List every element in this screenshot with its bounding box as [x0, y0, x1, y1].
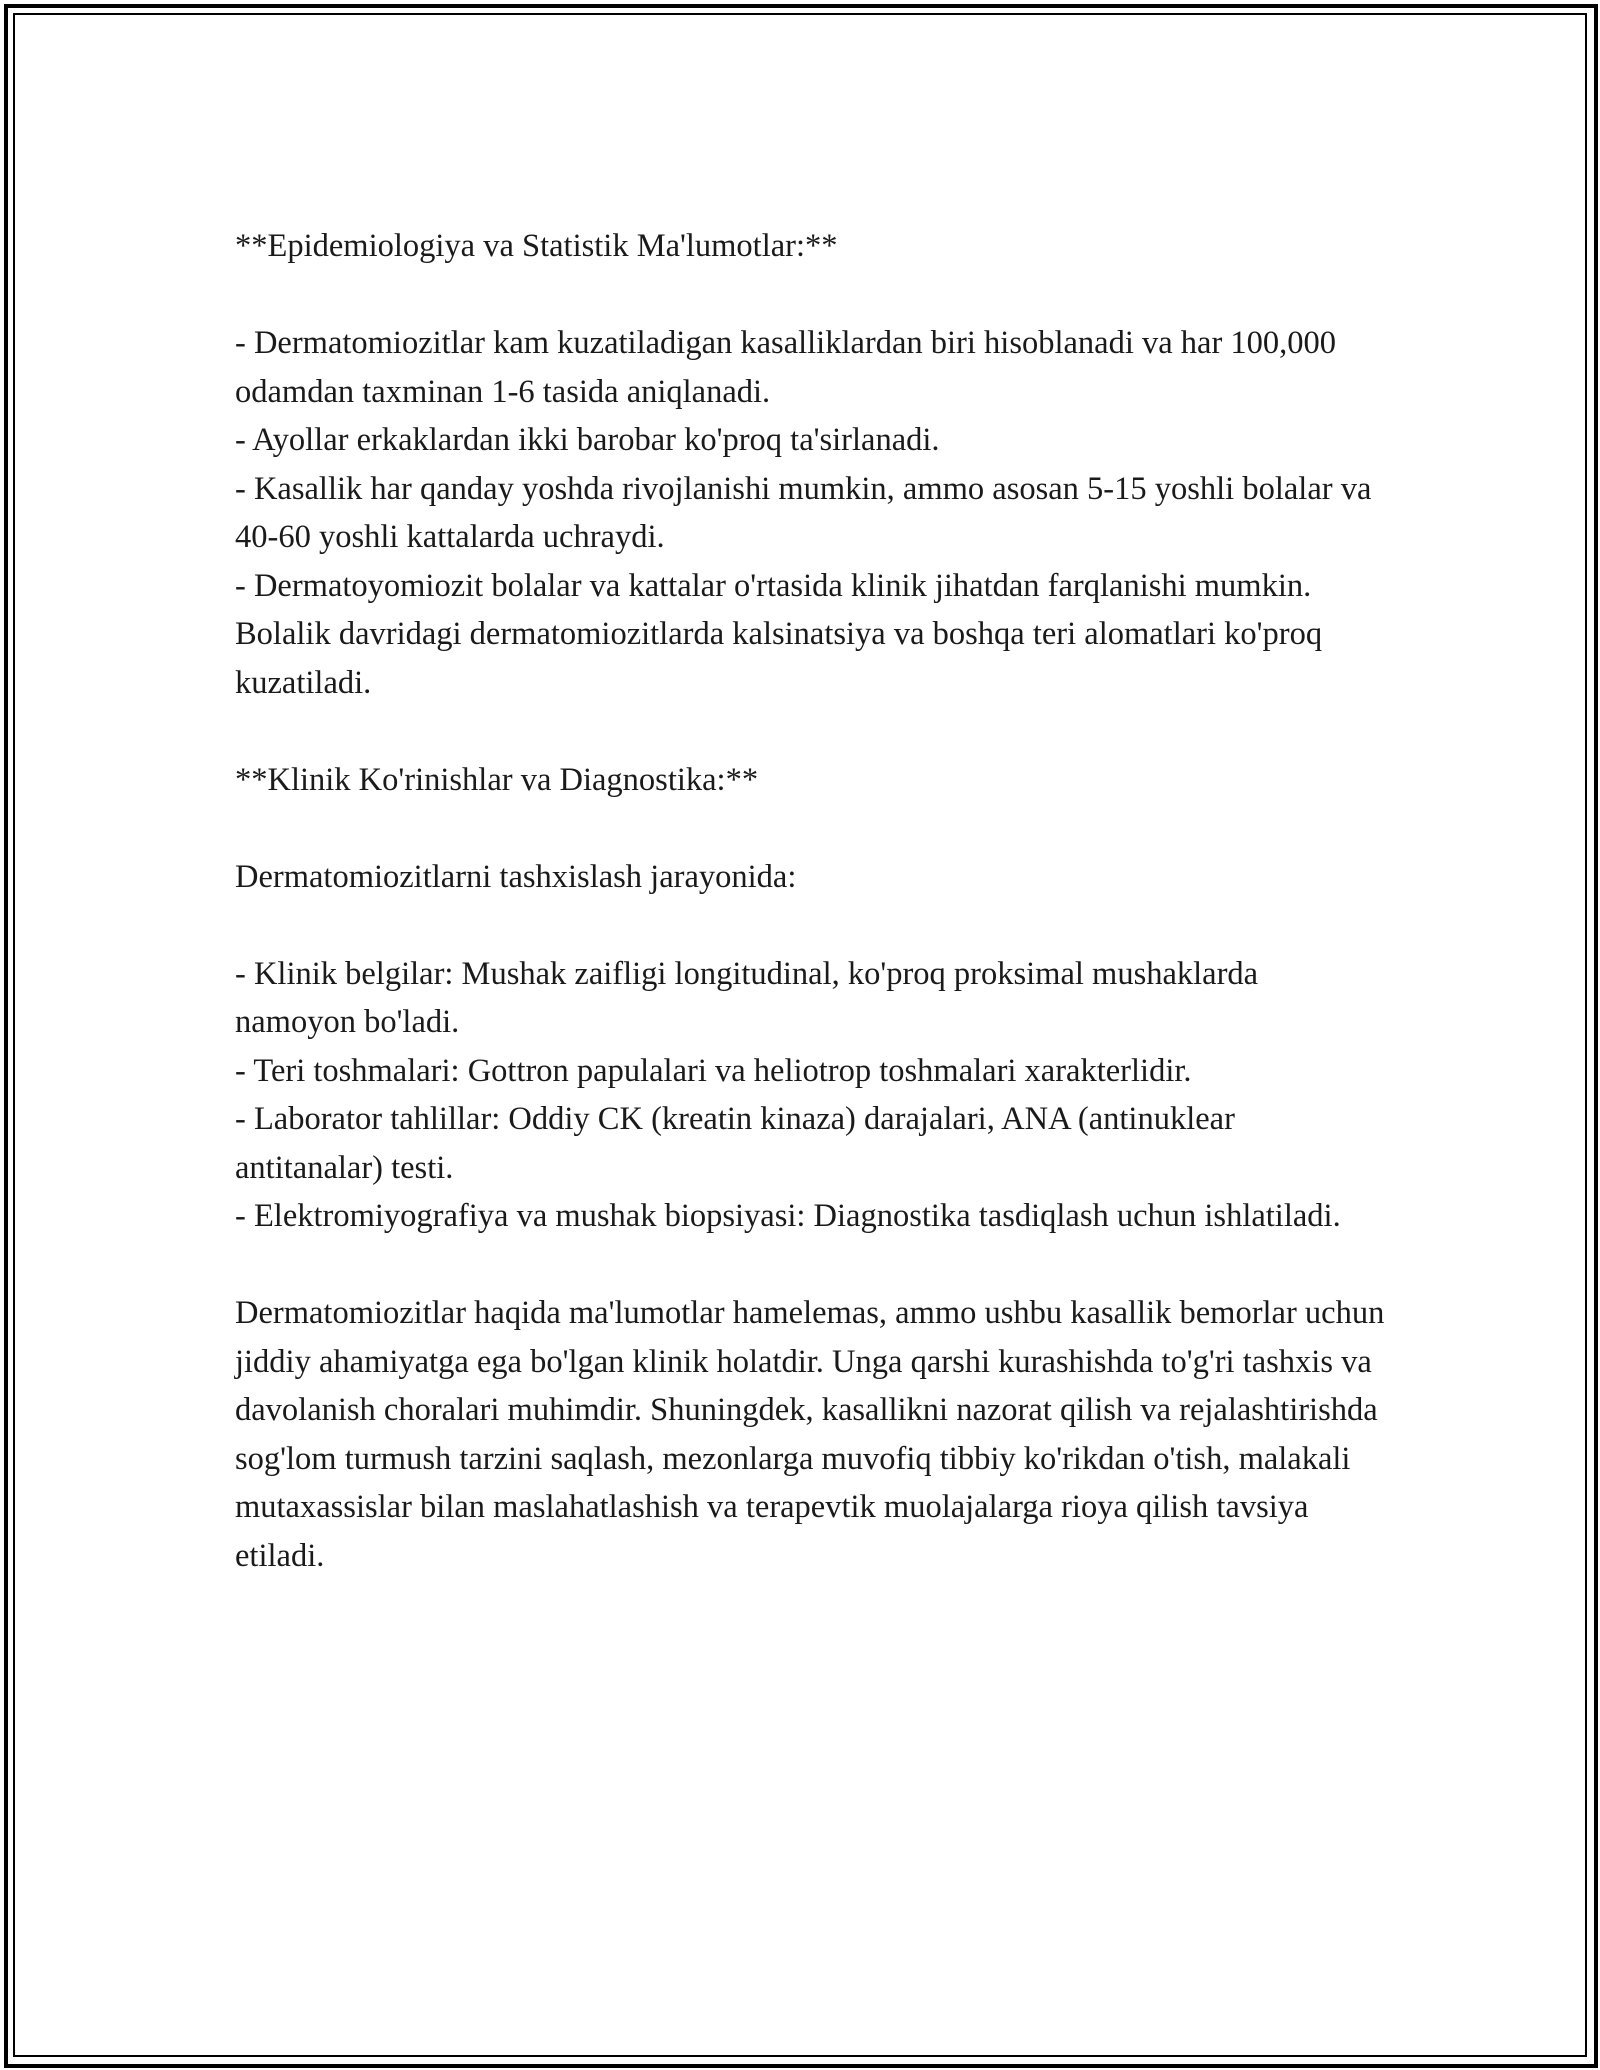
list-item: - Klinik belgilar: Mushak zaifligi longitudinal, ko'proq proksimal mushaklarda namoyon bo'ladi. [235, 955, 1259, 1040]
spacer [235, 804, 1385, 853]
list-item: - Dermatomiozitlar kam kuzatiladigan kasalliklardan biri hisoblanadi va har 100,000 odamdan taxminan 1-6 tasida aniqlanadi. [235, 325, 1337, 410]
spacer [235, 901, 1385, 950]
document-body [235, 222, 1385, 1580]
section-heading-epidemiology: **Epidemiologiya va Statistik Ma'lumotlar:** [235, 228, 838, 264]
list-item: - Dermatoyomiozit bolalar va kattalar o'rtasida klinik jihatdan farqlanishi mumkin. Bolalik davridagi dermatomiozitlarda kalsinatsiya va boshqa teri alomatlari ko'proq kuzatiladi. [235, 567, 1323, 701]
spacer [235, 271, 1385, 320]
section-intro: Dermatomiozitlarni tashxislash jarayonida: [235, 858, 797, 895]
list-item: - Elektromiyografiya va mushak biopsiyasi: Diagnostika tasdiqlash uchun ishlatiladi. [235, 1198, 1341, 1234]
list-item: - Kasallik har qanday yoshda rivojlanishi mumkin, ammo asosan 5-15 yoshli bolalar va 40-60 yoshli kattalarda uchraydi. [235, 470, 1372, 555]
section-heading-clinical: **Klinik Ko'rinishlar va Diagnostika:** [235, 761, 759, 798]
list-item: - Ayollar erkaklardan ikki barobar ko'proq ta'sirlanadi. [235, 422, 940, 458]
list-item: - Laborator tahlillar: Oddiy CK (kreatin kinaza) darajalari, ANA (antinuklear antitanalar) testi. [235, 1101, 1235, 1186]
conclusion-paragraph: Dermatomiozitlar haqida ma'lumotlar hamelemas, ammo ushbu kasallik bemorlar uchun jiddiy ahamiyatga ega bo'lgan klinik holatdir. Unga qarshi kurashishda to'g'ri tashxis va davolanish choralari muhimdir. Shuningdek, kasallikni nazorat qilish va rejalashtirishda sog'lom turmush tarzini saqlash, mezonlarga muvofiq tibbiy ko'rikdan o'tish, malakali mutaxassislar bilan maslahatlashish va terapevtik muolajalarga rioya qilish tavsiya etiladi. [235, 1295, 1385, 1574]
spacer [235, 707, 1385, 756]
list-item: - Teri toshmalari: Gottron papulalari va heliotrop toshmalari xarakterlidir. [235, 1052, 1192, 1089]
spacer [235, 1241, 1385, 1290]
